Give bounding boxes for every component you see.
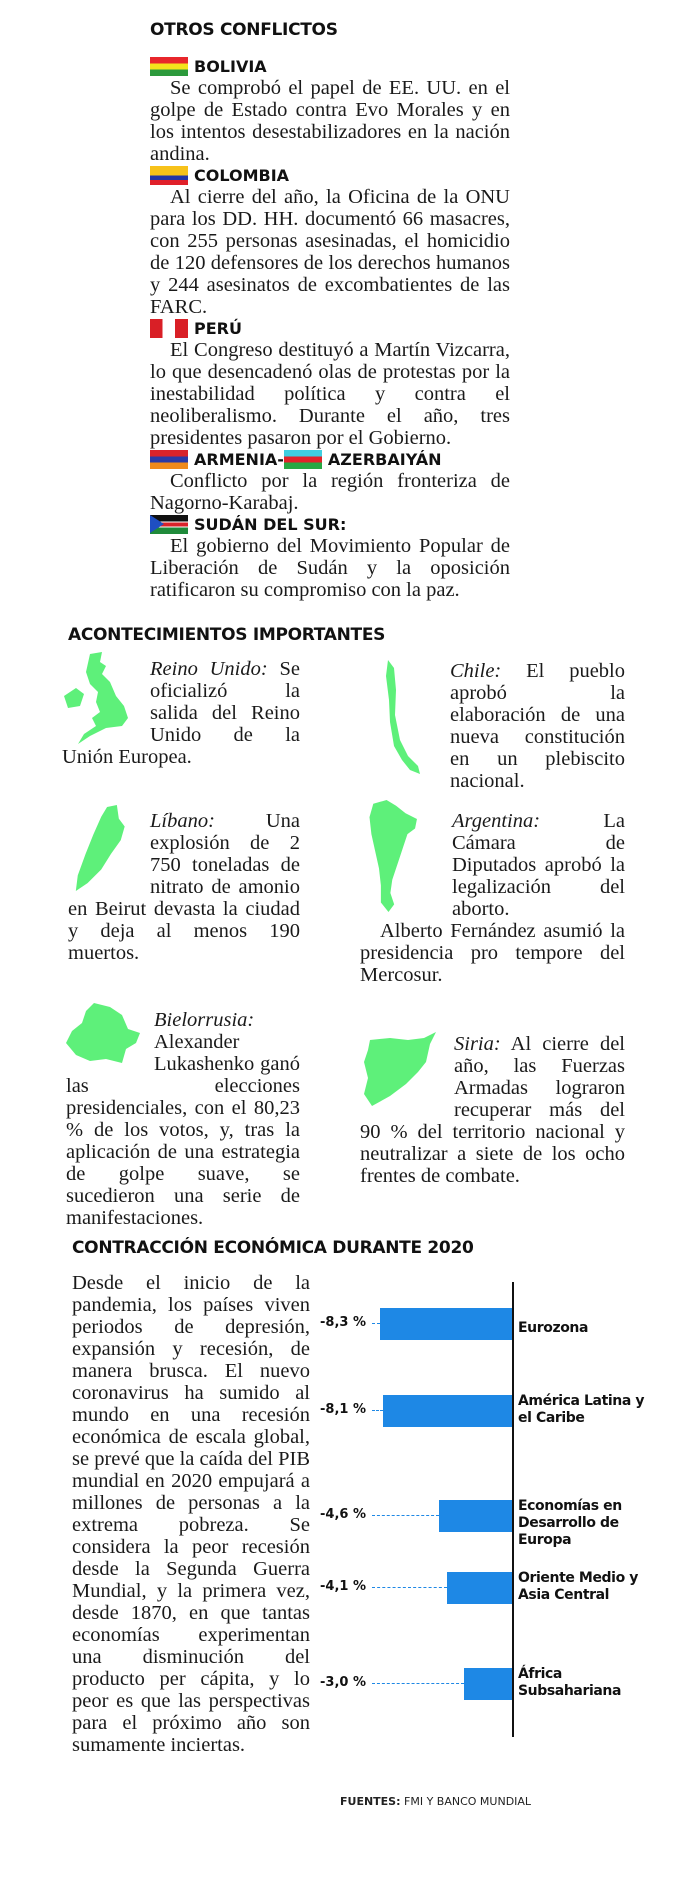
section-title-conflicts: OTROS CONFLICTOS	[150, 20, 338, 40]
text-siria: Siria: Al cierre del año, las Fuerzas Armadas lograron recuperar más del 90 % del territorio nacional y neutralizar a siete de los ocho frentes de combate.	[360, 1033, 625, 1187]
event-siria	[360, 1032, 625, 1187]
chart-category-label: África Subsahariana	[518, 1666, 622, 1699]
chart-value-label: -8,1 %	[320, 1402, 366, 1417]
event-bielorrusia	[66, 1003, 300, 1229]
armenia-flag-icon	[150, 450, 188, 469]
syria-map-icon	[360, 1032, 440, 1107]
heading-armenia-azerbaiyan: ARMENIA- AZERBAIYÁN	[150, 449, 510, 470]
chart-bar	[380, 1308, 512, 1340]
chart-bar	[439, 1500, 512, 1532]
text-bolivia: Se comprobó el papel de EE. UU. en el golpe de Estado contra Evo Morales y en los intentos desestabilizadores en la nación andina.	[150, 77, 510, 165]
text-chile: Chile: El pueblo aprobó la elaboración de una nueva constitución en un plebiscito nacional.	[450, 660, 625, 792]
chart-leader-line	[372, 1587, 447, 1588]
chart-value-label: -3,0 %	[320, 1675, 366, 1690]
event-reino-unido	[62, 652, 300, 768]
bolivia-flag-icon	[150, 57, 188, 76]
chart-bar	[383, 1395, 512, 1427]
text-sudan-del-sur: El gobierno del Movimiento Popular de Liberación de Sudán y la oposición ratificaron su compromiso con la paz.	[150, 535, 510, 601]
event-argentina	[360, 800, 625, 986]
text-argentina: Argentina: La Cámara de Diputados aprobó la legalización del aborto.	[452, 810, 625, 920]
chart-leader-line	[372, 1683, 464, 1684]
chart-value-label: -4,1 %	[320, 1579, 366, 1594]
lebanon-map-icon	[68, 805, 144, 891]
text-bielorrusia: Bielorrusia: Alexander Lukashenko ganó las elecciones presidenciales, con el 80,23 % de los votos, y, tras la aplicación de una estrategia de golpe suave, se sucedieron una serie de manifestaciones.	[66, 1009, 300, 1229]
text-argentina-2: Alberto Fernández asumió la presidencia pro tempore del Mercosur.	[360, 920, 625, 986]
chart-bar	[447, 1572, 512, 1604]
heading-sudan-del-sur: SUDÁN DEL SUR:	[150, 514, 510, 535]
text-economy: Desde el inicio de la pandemia, los países viven periodos de depresión, expansión y recesión, de manera brusca. El nuevo coronavirus ha sumido al mundo en una recesión económica de escala global, se prevé que la caída del PIB mundial en 2020 empujará a millones de personas a la extrema pobreza. Se considera la peor recesión desde la Segunda Guerra Mundial, y la primera vez, desde 1870, en que tantas economías experimentan una disminución del producto per cápita, y lo peor es que las perspectivas para el próximo año son sumamente inciertas.	[72, 1272, 310, 1756]
conflicts-list	[150, 56, 510, 601]
chart-category-label: América Latina y el Caribe	[518, 1393, 645, 1426]
section-title-economy: CONTRACCIÓN ECONÓMICA DURANTE 2020	[72, 1238, 474, 1258]
heading-bolivia: BOLIVIA	[150, 56, 510, 77]
chile-map-icon	[380, 660, 425, 775]
peru-flag-icon	[150, 319, 188, 338]
text-armenia-azerbaiyan: Conflicto por la región fronteriza de Nagorno-Karabaj.	[150, 470, 510, 514]
chart-axis-line	[512, 1282, 514, 1737]
chart-category-label: Oriente Medio y Asia Central	[518, 1570, 638, 1603]
chart-category-label: Eurozona	[518, 1320, 589, 1336]
heading-peru: PERÚ	[150, 318, 510, 339]
section-title-events: ACONTECIMIENTOS IMPORTANTES	[68, 625, 386, 645]
argentina-map-icon	[360, 800, 452, 912]
chart-category-label: Economías en Desarrollo de Europa	[518, 1498, 622, 1548]
chart-value-label: -8,3 %	[320, 1315, 366, 1330]
text-peru: El Congreso destituyó a Martín Vizcarra, lo que desencadenó olas de protestas por la inestabilidad política y contra el neoliberalismo. Durante el año, tres presidentes pasaron por el Gobierno.	[150, 339, 510, 449]
heading-colombia: COLOMBIA	[150, 165, 510, 186]
chart-bar	[464, 1668, 512, 1700]
source-note: FUENTES: FMI Y BANCO MUNDIAL	[340, 1795, 532, 1808]
event-libano	[68, 805, 300, 964]
text-libano: Líbano: Una explosión de 2 750 toneladas de nitrato de amonio en Beirut devasta la ciudad y deja al menos 190 muertos.	[68, 810, 300, 964]
belarus-map-icon	[66, 1003, 146, 1065]
azerbaijan-flag-icon	[284, 450, 322, 469]
south-sudan-flag-icon	[150, 515, 188, 534]
chart-leader-line	[372, 1515, 439, 1516]
text-colombia: Al cierre del año, la Oficina de la ONU para los DD. HH. documentó 66 masacres, con 255 personas asesinadas, el homicidio de 120 defensores de los derechos humanos y 244 asesinatos de excombatientes de las FARC.	[150, 186, 510, 318]
chart-leader-line	[372, 1410, 383, 1411]
chart-leader-line	[372, 1323, 380, 1324]
chart-value-label: -4,6 %	[320, 1507, 366, 1522]
text-reino-unido: Reino Unido: Se oficializó la salida del Reino Unido de la Unión Europea.	[62, 658, 300, 768]
uk-map-icon	[62, 652, 144, 744]
colombia-flag-icon	[150, 166, 188, 185]
event-chile	[380, 660, 625, 792]
